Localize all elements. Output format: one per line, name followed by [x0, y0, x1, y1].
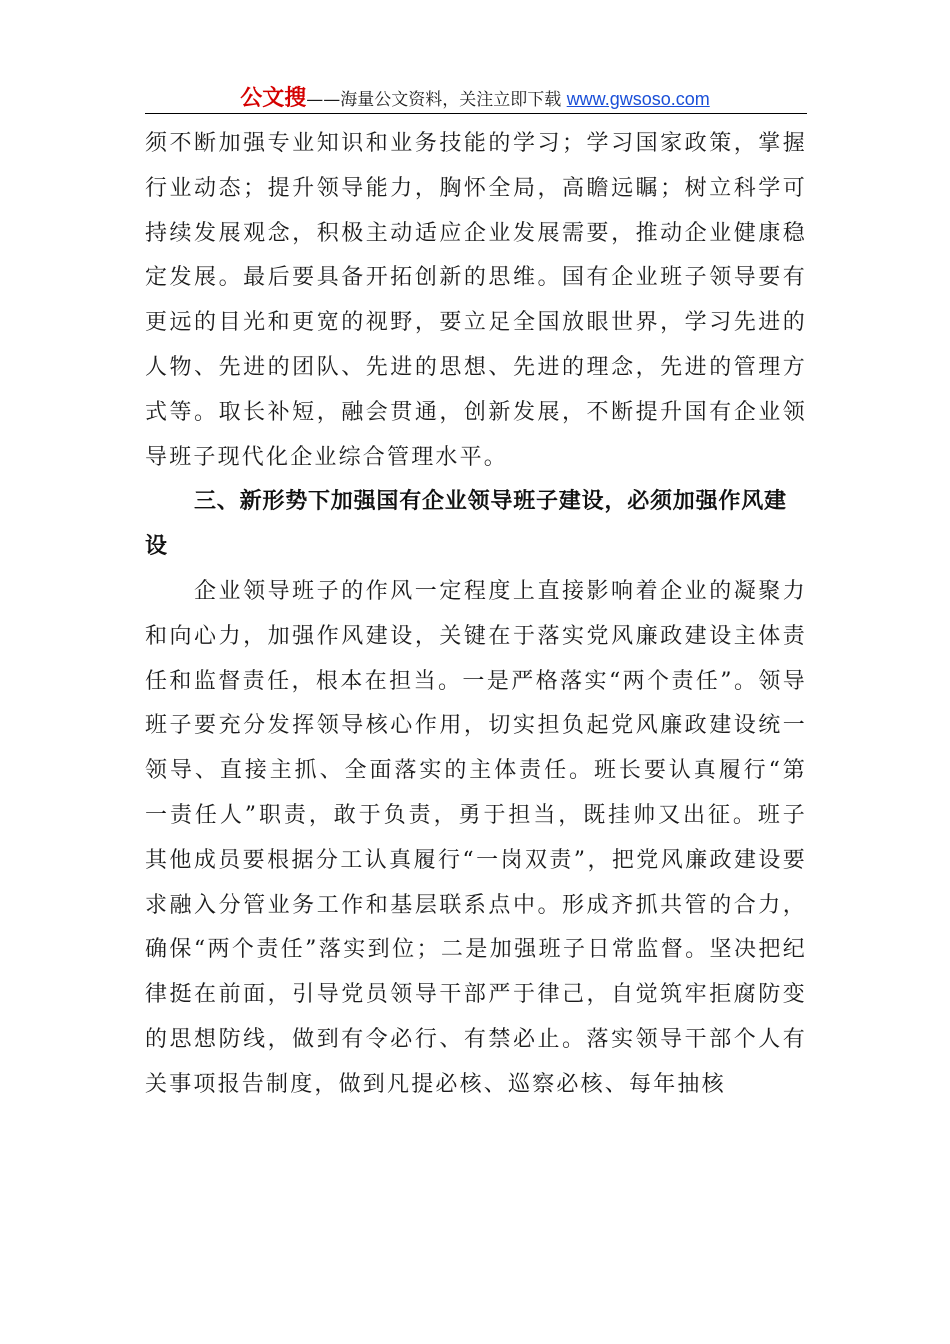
header-tagline: ——海量公文资料，关注立即下载 [306, 90, 562, 110]
site-link[interactable]: www.gwsoso.com [566, 89, 710, 109]
header-divider [145, 113, 807, 114]
paragraph-continued: 须不断加强专业知识和业务技能的学习；学习国家政策，掌握行业动态；提升领导能力，胸怀全局，高瞻远瞩；树立科学可持续发展观念，积极主动适应企业发展需要，推动企业健康稳定发展。最后要具备开拓创新的思维。国有企业班子领导要有更远的目光和更宽的视野，要立足全国放眼世界，学习先进的人物、先进的团队、先进的思想、先进的理念，先进的管理方式等。取长补短，融会贯通，创新发展，不断提升国有企业领导班子现代化企业综合管理水平。 [145, 131, 807, 470]
section-heading-3: 三、新形势下加强国有企业领导班子建设，必须加强作风建设 [145, 489, 787, 560]
paragraph-work-style: 企业领导班子的作风一定程度上直接影响着企业的凝聚力和向心力，加强作风建设，关键在于落实党风廉政建设主体责任和监督责任，根本在担当。一是严格落实“两个责任”。领导班子要充分发挥领导核心作用，切实担负起党风廉政建设统一领导、直接主抓、全面落实的主体责任。班长要认真履行“第一责任人”职责，敢于负责，勇于担当，既挂帅又出征。班子其他成员要根据分工认真履行“一岗双责”，把党风廉政建设要求融入分管业务工作和基层联系点中。形成齐抓共管的合力，确保“两个责任”落实到位；二是加强班子日常监督。坚决把纪律挺在前面，引导党员领导干部严于律己，自觉筑牢拒腐防变的思想防线，做到有令必行、有禁必止。落实领导干部个人有关事项报告制度，做到凡提必核、巡察必核、每年抽核 [145, 578, 807, 1097]
page-header [145, 84, 805, 114]
document-body [145, 122, 807, 1108]
brand-logo-text: 公文搜 [240, 86, 307, 111]
